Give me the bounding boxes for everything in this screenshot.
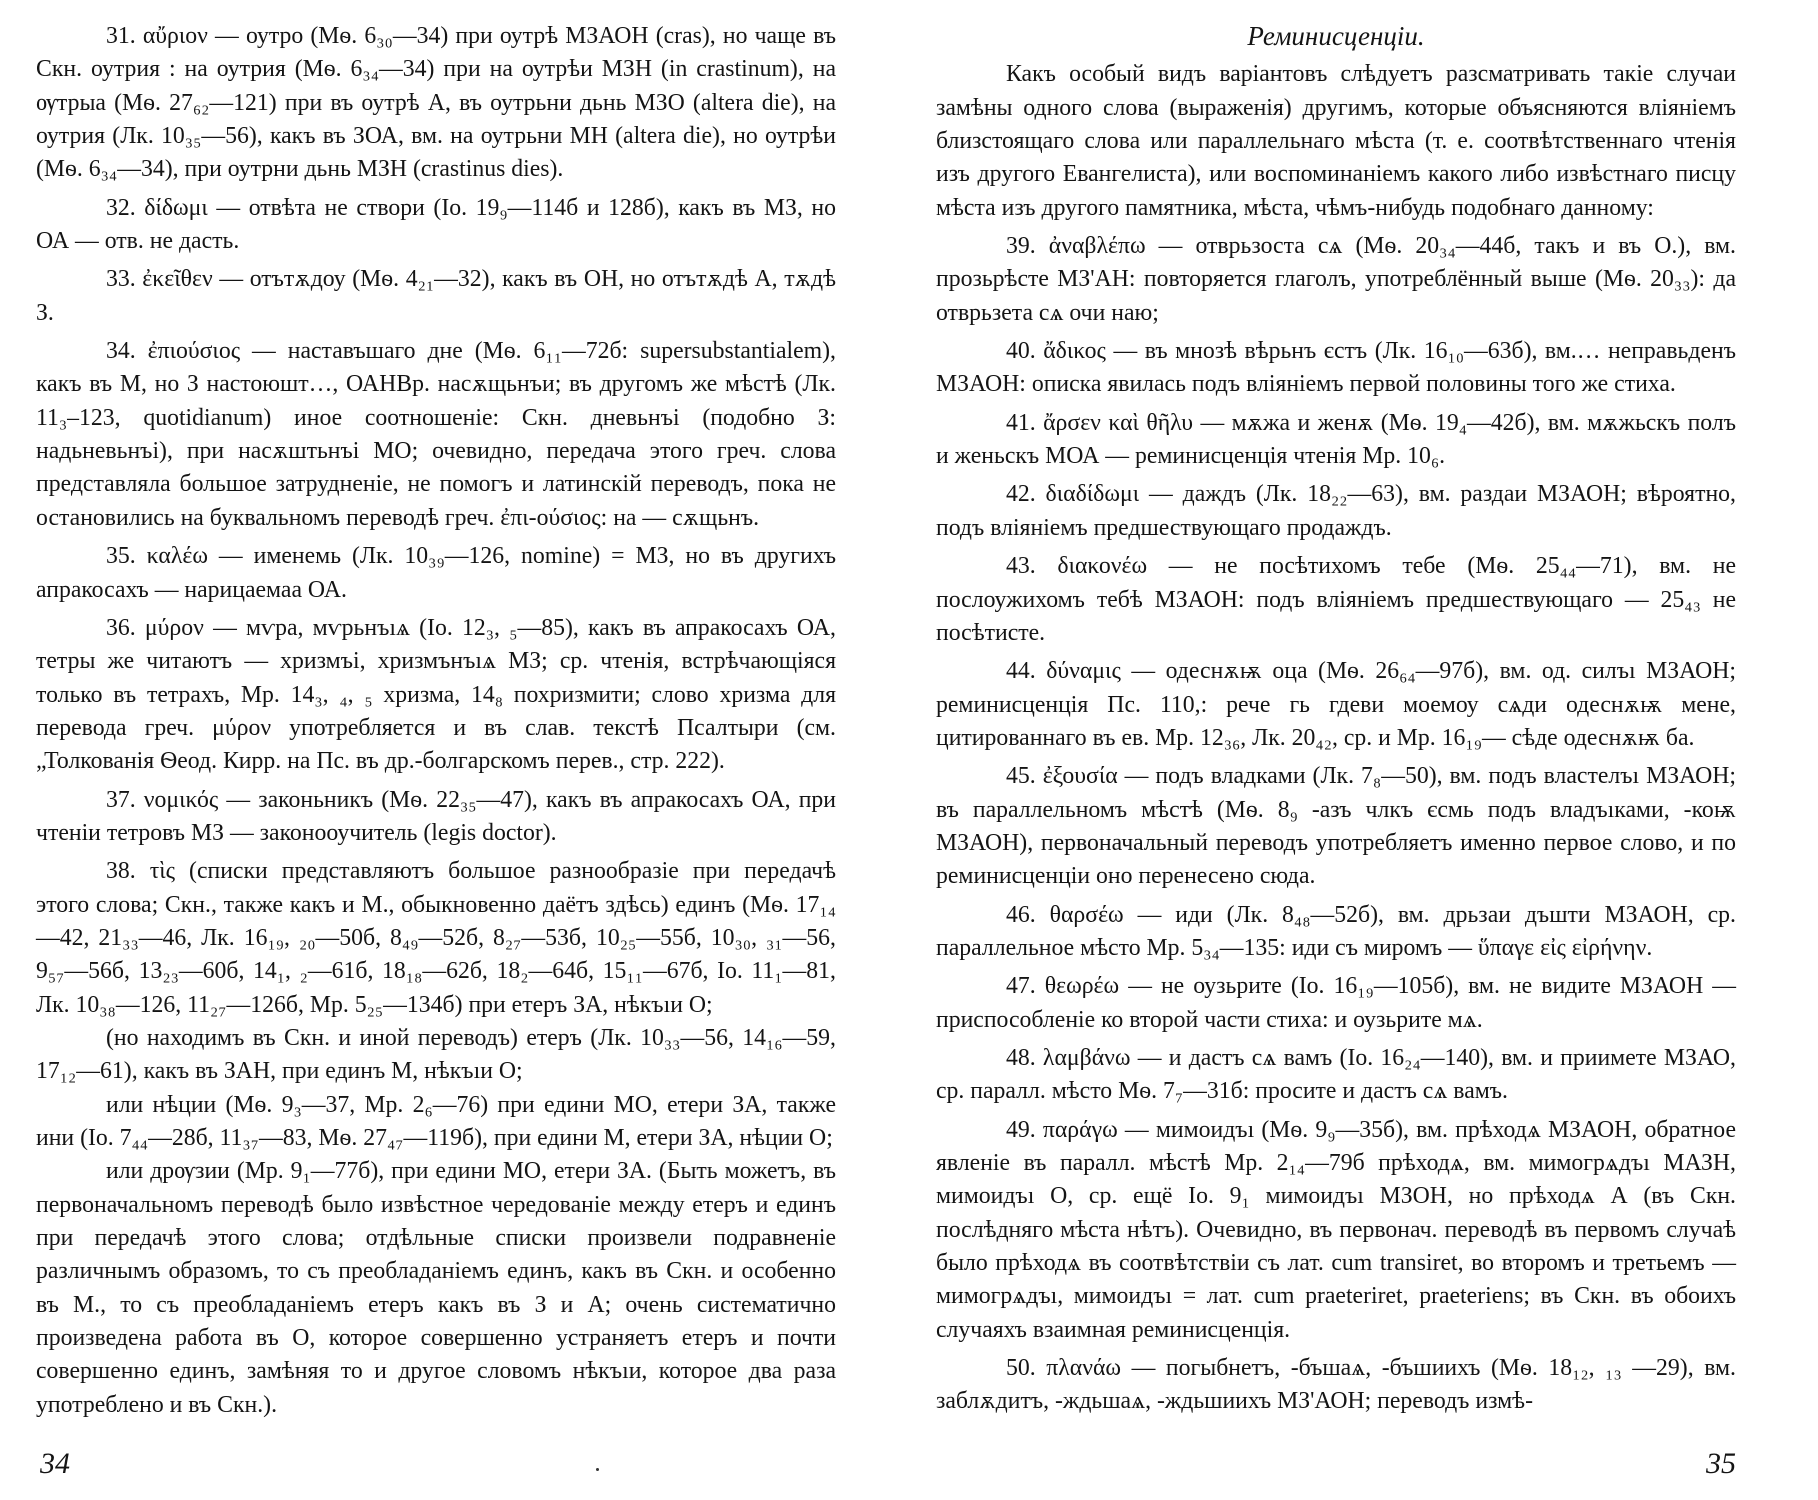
entry-35: 35. καλέω — именемь (Лк. 10₃₉—126, nomine) = МЗ, но въ другихъ апракосахъ — нарицаемаа ОА. — [36, 543, 836, 603]
entry-41: 41. ἄρσεν καὶ θῆλυ — мѫжа и женѫ (Мѳ. 19₄—42б), вм. мѫжьскъ полъ и женьскъ МОА — реминисценція чтенія Мр. 10₆. — [936, 409, 1736, 470]
entry-34: 34. ἐπιούσιος — наставъшаго дне (Мѳ. 6₁₁—72б: supersubstantialem), какъ въ М, но З настоюшт…, ОАНВр. насѫщьнъи; въ другомъ же мѣстѣ (Лк. 11₃–123, quotidianum) иное соотношеніе: Скн. дневьнъі (подобно З: надьневьнъі), при насѫштьнъі МО; очевидно, передача этого греч. слова представляла большое затрудненіе, не помогъ и латинскій переводъ, пока не остановились на буквальномъ переводѣ греч. ἐπι-ούσιος: на — сѫщьнъ. — [36, 338, 836, 531]
entry-39: 39. ἀναβλέπω — отврьзоста сѧ (Мѳ. 20₃₄—44б, такъ и въ О.), вм. прозьрѣсте МЗ'АН: повторяется глаголъ, употреблённый выше (Мѳ. 20₃₃): да отврьзета сѧ очи наю; — [936, 233, 1736, 326]
right-page-text — [936, 20, 1736, 1424]
entry-48: 48. λαμβάνω — и дастъ сѧ вамъ (Іо. 16₂₄—140), вм. и приимете МЗАО, ср. паралл. мѣсто Мѳ. 7₇—31б: просите и дастъ сѧ вамъ. — [936, 1044, 1736, 1105]
entry-43: 43. διακονέω — не посѣтихомъ тебе (Мѳ. 25₄₄—71), вм. не послоужихомъ тебѣ МЗАОН: подъ вліяніемъ предшествующаго — 25₄₃ не посѣтисте. — [936, 553, 1736, 646]
entry-33: 33. ἐκεῖθεν — отътѫдоу (Мѳ. 4₂₁—32), какъ въ ОН, но отътѫдѣ А, тѫдѣ З. — [36, 266, 836, 326]
right-page — [936, 0, 1736, 1500]
entry-32: 32. δίδωμι — отвѣта не створи (Іо. 19₉—114б и 128б), какъ въ МЗ, но ОА — отв. не дасть. — [36, 194, 836, 255]
entry-47: 47. θεωρέω — не оузьрите (Іо. 16₁₉—105б), вм. не видите МЗАОН — приспособленіе ко второй части стиха: и оузьрите мѧ. — [936, 973, 1736, 1033]
entry-45: 45. ἐξουσία — подъ владками (Лк. 7₈—50), вм. подъ властелъı МЗАОН; въ параллельномъ мѣстѣ (Мѳ. 8₉ -азъ члкъ єсмь подъ владъıками, -коѭ МЗАОН), первоначальный переводъ употребляетъ именно первое слово, и по реминисценціи оно перенесено сюда. — [936, 763, 1736, 890]
section-intro: Какъ особый видъ варіантовъ слѣдуетъ разсматривать такіе случаи замѣны одного слова (выраженія) другимъ, которые объясняются вліяніемъ близстоящаго слова или параллельнаго мѣста (т. е. соотвѣтственнаго чтенія изъ другого Евангелиста), или воспоминаніемъ какого либо извѣстнаго писцу мѣста изъ другого памятника, мѣста, чѣмъ-нибудь подобнаго данному: — [936, 61, 1736, 221]
page-number-left: 34 — [40, 1447, 70, 1480]
entry-40: 40. ἄδικος — въ мнозѣ вѣрьнъ єстъ (Лк. 16₁₀—63б), вм.… неправьденъ МЗАОН: описка явилась подъ вліяніемъ первой половины того же стиха. — [936, 338, 1736, 398]
entry-37: 37. νομικός — законьникъ (Мѳ. 22₃₅—47), какъ въ апракосахъ ОА, при чтеніи тетровъ МЗ — законооучитель (legis doctor). — [36, 786, 836, 846]
entry-42: 42. διαδίδωμι — даждъ (Лк. 18₂₂—63), вм. раздаи МЗАОН; вѣроятно, подъ вліяніемъ предшествующаго продаждъ. — [936, 481, 1736, 541]
entry-36: 36. μύρον — мѵра, мѵрьнъıѧ (Іо. 12₃, ₅—85), какъ въ апракосахъ ОА, тетры же читаютъ — хризмъі, хризмънъıѧ МЗ; ср. чтенія, встрѣчающіяся только въ тетрахъ, Мр. 14₃, ₄, ₅ хризма, 14₈ похризмити; слово хризма для перевода греч. μύρον употребляется и въ слав. текстѣ Псалтыри (см. „Толкованія Ѳеод. Кирр. на Пс. въ др.-болгарскомъ перев., стр. 222). — [36, 614, 836, 775]
left-page-text — [36, 20, 836, 1427]
left-page — [36, 0, 836, 1500]
entry-38-continuation-c: или дрѹзии (Мр. 9₁—77б), при едини МО, етери ЗА. (Быть можетъ, въ первоначальномъ переводѣ было извѣстное чередованіе между етеръ и единъ при передачѣ этого слова; отдѣльные списки произвели подравненіе различнымъ образомъ, то съ преобладаніемъ единъ, какъ въ Скн. и особенно въ М., то съ преобладаніемъ етеръ какъ въ З и А; очень систематично произведена работа въ О, которое совершенно устраняетъ етеръ и почти совершенно единъ, замѣняя то и другое словомъ нѣкъıи, которое два раза употреблено и въ Скн.). — [36, 1158, 836, 1418]
page-number-right: 35 — [1706, 1447, 1736, 1480]
entry-46: 46. θαρσέω — иди (Лк. 8₄₈—52б), вм. дрьзаи дъшти МЗАОН, ср. параллельное мѣсто Мр. 5₃₄—135: иди съ миромъ — ὕπαγε εἰς εἰρήνην. — [936, 901, 1736, 961]
entry-38-continuation-b: или нѣции (Мѳ. 9₃—37, Мр. 2₆—76) при едини МО, етери ЗА, также ини (Іо. 7₄₄—28б, 11₃₇—83, Мѳ. 27₄₇—119б), при едини М, етери ЗА, нѣции О; — [36, 1091, 836, 1151]
entry-38-continuation-a: (но находимъ въ Скн. и иной переводъ) етеръ (Лк. 10₃₃—56, 14₁₆—59, 17₁₂—61), какъ въ ЗАН, при единъ М, нѣкъıи О; — [36, 1024, 836, 1085]
entry-49: 49. παράγω — мимоидъı (Мѳ. 9₉—35б), вм. прѣходѧ МЗАОН, обратное явленіе въ паралл. мѣстѣ Мр. 2₁₄—79б прѣходѧ, вм. мимогрѧдъı МАЗН, мимоидъı О, ср. ещё Іо. 9₁ мимоидъı МЗОН, но прѣходѧ А (въ Скн. послѣдняго мѣста нѣтъ). Очевидно, въ первонач. переводѣ въ первомъ случаѣ было прѣходѧ въ соотвѣтствіи съ лат. cum transiret, во второмъ и третьемъ — мимогрѧдъı, мимоидъı = лат. cum praeteriret, praeteriens; въ Скн. въ обоихъ случаяхъ взаимная реминисценція. — [936, 1116, 1736, 1343]
entry-44: 44. δύναμις — одеснѫѭ оца (Мѳ. 26₆₄—97б), вм. од. силъı МЗАОН; реминисценція Пс. 110,: рече гь гдеви моемоу сѧди одеснѫѭ мене, цитированнаго въ ев. Мр. 12₃₆, Лк. 20₄₂, ср. и Мр. 16₁₉— сѣде одеснѫѭ ба. — [936, 658, 1736, 751]
section-heading: Реминисценціи. — [1247, 21, 1425, 51]
entry-50: 50. πλανάω — погыбнетъ, -бъшаѧ, -бъшиихъ (Мѳ. 18₁₂, ₁₃ —29), вм. заблѫдитъ, -ждьшаѧ, -ждьшиихъ МЗ'АОН; переводъ измѣ- — [936, 1355, 1736, 1415]
entry-38: 38. τὶς (списки представляютъ большое разнообразіе при передачѣ этого слова; Скн., также какъ и М., обыкновенно даётъ здѣсь) единъ (Мѳ. 17₁₄—42, 21₃₃—46, Лк. 16₁₉, ₂₀—50б, 8₄₉—52б, 8₂₇—53б, 10₂₅—55б, 10₃₀, ₃₁—56, 9₅₇—56б, 13₂₃—60б, 14₁, ₂—61б, 18₁₈—62б, 18₂—64б, 15₁₁—67б, Іо. 11₁—81, Лк. 10₃₈—126, 11₂₇—126б, Мр. 5₂₅—134б) при етеръ ЗА, нѣкъıи О; — [36, 858, 836, 1018]
entry-31: 31. αὔριον — оутро (Мѳ. 6₃₀—34) при оутрѣ МЗАОН (cras), но чаще въ Скн. оутрия : на оутрия (Мѳ. 6₃₄—34) при на оутрѣи МЗН (in crastinum), на ѹтрыа (Мѳ. 27₆₂—121) при въ оутрѣ А, въ оутрьни дьнь МЗО (altera die), на оутрия (Лк. 10₃₅—56), какъ въ ЗОА, вм. на оутрьни МН (altera die), но оутрѣи (Мѳ. 6₃₄—34), при оутрни дьнь МЗН (crastinus dies). — [36, 23, 836, 183]
gutter-dot — [596, 1468, 599, 1471]
